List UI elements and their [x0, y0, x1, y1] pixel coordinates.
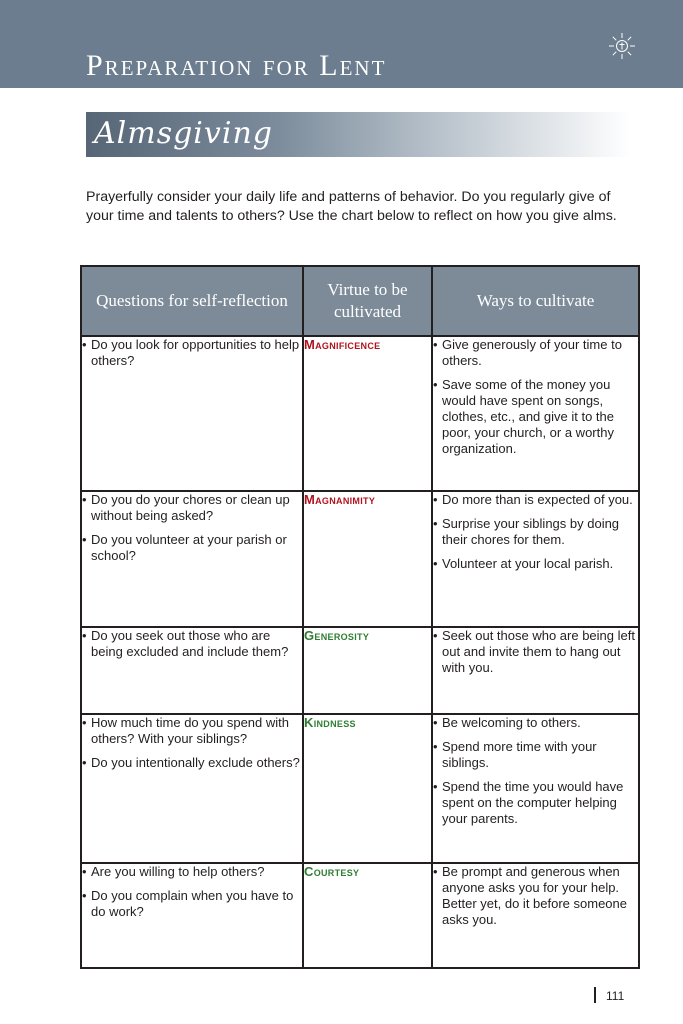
virtue-label: Generosity	[304, 628, 370, 643]
way-item: • Spend the time you would have spent on the computer helping your parents.	[433, 779, 638, 827]
page-title: Preparation for Lent	[86, 49, 387, 82]
way-item: • Save some of the money you would have spent on songs, clothes, etc., and give it to the poor, your church, or a worthy organization.	[433, 377, 638, 457]
questions-cell	[81, 863, 303, 968]
virtue-label: Magnificence	[304, 337, 381, 352]
question-item: • Do you look for opportunities to help others?	[82, 337, 302, 369]
virtue-cell	[303, 714, 432, 863]
questions-cell	[81, 627, 303, 714]
ways-cell	[432, 336, 639, 491]
question-item: • Do you do your chores or clean up without being asked?	[82, 492, 302, 524]
virtue-label: Magnanimity	[304, 492, 376, 507]
page-number: 111	[606, 989, 625, 1003]
ways-cell	[432, 491, 639, 627]
way-item: • Be prompt and generous when anyone asks you for your help. Better yet, do it before someone asks you.	[433, 864, 638, 928]
ways-cell	[432, 714, 639, 863]
virtue-cell	[303, 491, 432, 627]
questions-cell	[81, 336, 303, 491]
questions-cell	[81, 714, 303, 863]
virtue-cell	[303, 627, 432, 714]
virtue-cell	[303, 863, 432, 968]
table-row	[81, 336, 639, 491]
reflection-chart	[80, 265, 640, 969]
ways-cell	[432, 863, 639, 968]
folio-divider	[594, 987, 596, 1003]
table-row	[81, 714, 639, 863]
section-title: Almsgiving	[94, 116, 273, 151]
header-band	[0, 0, 683, 88]
questions-cell	[81, 491, 303, 627]
way-item: • Do more than is expected of you.	[433, 492, 638, 508]
table-row	[81, 863, 639, 968]
table-row	[81, 491, 639, 627]
way-item: • Surprise your siblings by doing their chores for them.	[433, 516, 638, 548]
table-row	[81, 627, 639, 714]
section-banner	[86, 112, 631, 157]
question-item: • Do you complain when you have to do work?	[82, 888, 302, 920]
question-item: • Do you seek out those who are being excluded and include them?	[82, 628, 302, 660]
sun-icon	[608, 32, 636, 60]
question-item: • How much time do you spend with others? With your siblings?	[82, 715, 302, 747]
way-item: • Volunteer at your local parish.	[433, 556, 638, 572]
way-item: • Seek out those who are being left out and invite them to hang out with you.	[433, 628, 638, 676]
virtue-cell	[303, 336, 432, 491]
header-questions: Questions for self-reflection	[81, 266, 303, 336]
intro-paragraph: Prayerfully consider your daily life and patterns of behavior. Do you regularly give of your time and talents to others? Use the chart below to reflect on how you give alms.	[86, 189, 617, 224]
question-item: • Do you volunteer at your parish or school?	[82, 532, 302, 564]
header-ways: Ways to cultivate	[432, 266, 639, 336]
header-virtue: Virtue to be cultivated	[303, 266, 432, 336]
ways-cell	[432, 627, 639, 714]
table-header-row	[81, 266, 639, 336]
way-item: • Be welcoming to others.	[433, 715, 638, 731]
way-item: • Give generously of your time to others.	[433, 337, 638, 369]
way-item: • Spend more time with your siblings.	[433, 739, 638, 771]
question-item: • Are you willing to help others?	[82, 864, 302, 880]
virtue-label: Courtesy	[304, 864, 360, 879]
virtue-label: Kindness	[304, 715, 356, 730]
question-item: • Do you intentionally exclude others?	[82, 755, 302, 771]
